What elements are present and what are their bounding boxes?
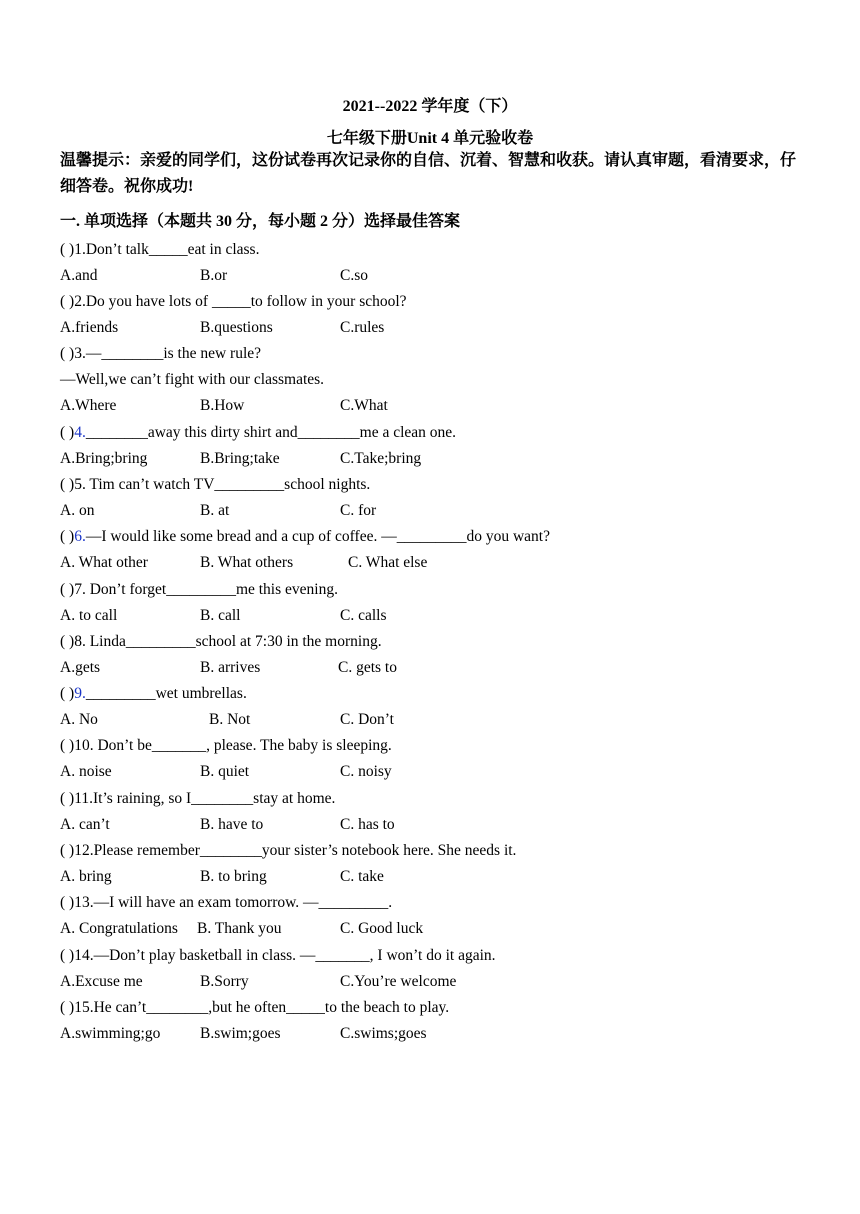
question-number: 3.: [74, 345, 86, 362]
option-c: C. Good luck: [340, 920, 424, 937]
question-number: 11.: [74, 790, 94, 807]
answer-paren: ( ): [60, 999, 75, 1016]
question-2: [60, 292, 407, 312]
answer-paren: ( ): [60, 424, 75, 441]
option-a: A.and: [60, 267, 98, 284]
question-13: [60, 893, 392, 913]
question-5: [60, 475, 370, 495]
answer-paren: ( ): [60, 476, 75, 493]
answer-paren: ( ): [60, 241, 75, 258]
exam-title: 七年级下册Unit 4 单元验收卷: [326, 130, 534, 147]
option-c: C.You’re welcome: [340, 973, 457, 990]
question-text: _________wet umbrellas.: [85, 685, 247, 702]
question-text: —Don’t play basketball in class. —_______, I won’t do it again.: [93, 947, 496, 964]
question-number: 12.: [74, 842, 94, 859]
option-a: A.Excuse me: [60, 973, 143, 990]
option-c: C. calls: [340, 607, 387, 624]
question-text: Do you have lots of _____to follow in your school?: [85, 293, 407, 310]
answer-paren: ( ): [60, 581, 75, 598]
question-number: 9.: [74, 685, 86, 702]
answer-paren: ( ): [60, 894, 75, 911]
question-11: [60, 789, 335, 809]
answer-paren: ( ): [60, 737, 75, 754]
question-text: Please remember________your sister’s notebook here. She needs it.: [93, 842, 517, 859]
question-text: —________is the new rule?: [85, 345, 262, 362]
question-text: Don’t talk_____eat in class.: [85, 241, 260, 258]
question-9: [60, 684, 247, 704]
question-text: It’s raining, so I________stay at home.: [93, 790, 336, 807]
question-8: [60, 632, 382, 652]
option-c: C.rules: [340, 319, 385, 336]
question-text: ________away this dirty shirt and________me a clean one.: [85, 424, 457, 441]
answer-paren: ( ): [60, 790, 75, 807]
option-b: B.swim;goes: [200, 1025, 281, 1042]
option-b: B. have to: [200, 816, 264, 833]
answer-paren: ( ): [60, 842, 75, 859]
question-text: Don’t forget_________me this evening.: [85, 581, 338, 598]
tips-paragraph: 温馨提示：亲爱的同学们，这份试卷再次记录你的自信、沉着、智慧和收获。请认真审题，看清要求，仔细答卷。祝你成功!: [60, 152, 797, 195]
option-a: A. What other: [60, 554, 148, 571]
option-c: C.so: [340, 267, 368, 284]
option-a: A. on: [60, 502, 95, 519]
question-14: [60, 946, 496, 966]
option-a: A. noise: [60, 763, 112, 780]
option-b: B.Bring;take: [200, 450, 280, 467]
question-4: [60, 423, 456, 443]
option-b: B.How: [200, 397, 245, 414]
question-text: —I would like some bread and a cup of coffee. —_________do you want?: [85, 528, 550, 545]
option-b: B. at: [200, 502, 230, 519]
answer-paren: ( ): [60, 293, 75, 310]
option-a: A.gets: [60, 659, 101, 676]
option-b: B. quiet: [200, 763, 250, 780]
option-b: B. What others: [200, 554, 294, 571]
option-a: A. can’t: [60, 816, 110, 833]
option-c: C.Take;bring: [340, 450, 422, 467]
option-a: A. No: [60, 711, 98, 728]
option-c: C. for: [340, 502, 377, 519]
option-c: C.swims;goes: [340, 1025, 427, 1042]
question-number: 10.: [74, 737, 94, 754]
option-c: C. noisy: [340, 763, 392, 780]
question-number: 5.: [74, 476, 86, 493]
answer-paren: ( ): [60, 633, 75, 650]
option-a: A. bring: [60, 868, 112, 885]
option-b: B. call: [200, 607, 241, 624]
question-number: 14.: [74, 947, 94, 964]
question-text: Tim can’t watch TV_________school nights.: [85, 476, 371, 493]
question-number: 1.: [74, 241, 86, 258]
question-number: 13.: [74, 894, 94, 911]
section-heading-single-choice: 一. 单项选择（本题共 30 分，每小题 2 分）选择最佳答案: [60, 213, 461, 230]
answer-paren: ( ): [60, 528, 75, 545]
option-c: C.What: [340, 397, 388, 414]
option-b: B.Sorry: [200, 973, 249, 990]
question-1: [60, 240, 259, 260]
question-3: [60, 344, 261, 364]
option-a: A.Where: [60, 397, 117, 414]
answer-paren: ( ): [60, 685, 75, 702]
question-text: Linda_________school at 7:30 in the morning.: [85, 633, 382, 650]
option-c: C. gets to: [338, 659, 397, 676]
option-a: A.friends: [60, 319, 119, 336]
option-c: C. take: [340, 868, 384, 885]
option-c: C. What else: [348, 554, 428, 571]
option-a: A. to call: [60, 607, 118, 624]
option-a: A. Congratulations: [60, 920, 178, 937]
option-b: B.or: [200, 267, 228, 284]
question-number: 2.: [74, 293, 86, 310]
option-b: B.questions: [200, 319, 273, 336]
question-7: [60, 580, 338, 600]
question-10: [60, 736, 392, 756]
option-b: B. to bring: [200, 868, 267, 885]
question-15: [60, 998, 449, 1018]
question-3-reply: —Well,we can’t fight with our classmates.: [60, 371, 325, 388]
option-c: C. Don’t: [340, 711, 394, 728]
question-number: 15.: [74, 999, 94, 1016]
option-b: B. arrives: [200, 659, 261, 676]
question-12: [60, 841, 516, 861]
option-b: B. Thank you: [197, 920, 282, 937]
question-number: 8.: [74, 633, 86, 650]
option-c: C. has to: [340, 816, 395, 833]
question-6: [60, 527, 550, 547]
answer-paren: ( ): [60, 947, 75, 964]
question-number: 4.: [74, 424, 86, 441]
question-text: —I will have an exam tomorrow. —_________.: [93, 894, 393, 911]
option-b: B. Not: [209, 711, 251, 728]
question-text: He can’t________,but he often_____to the beach to play.: [93, 999, 450, 1016]
school-year-heading: 2021--2022 学年度（下）: [342, 98, 518, 115]
question-text: Don’t be_______, please. The baby is sleeping.: [93, 737, 392, 754]
answer-paren: ( ): [60, 345, 75, 362]
question-number: 6.: [74, 528, 86, 545]
option-a: A.swimming;go: [60, 1025, 161, 1042]
option-a: A.Bring;bring: [60, 450, 148, 467]
question-number: 7.: [74, 581, 86, 598]
